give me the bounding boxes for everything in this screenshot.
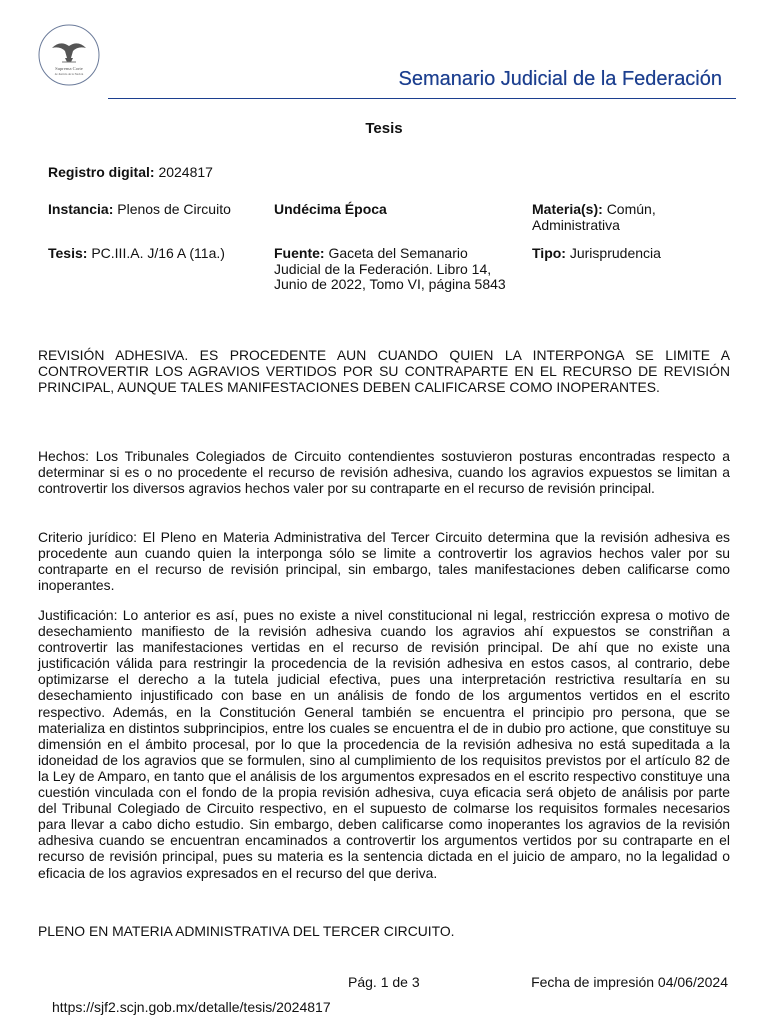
- instancia: [48, 202, 268, 218]
- registro-value: 2024817: [158, 164, 213, 180]
- fuente: [274, 246, 514, 293]
- fuente-value: Gaceta del Semanario Judicial de la Federación. Libro 14, Junio de 2022, Tomo VI, página 5843: [274, 245, 506, 292]
- tipo-value: Jurisprudencia: [569, 245, 661, 261]
- print-date: Fecha de impresión 04/06/2024: [531, 974, 728, 990]
- materia: [532, 202, 712, 233]
- tipo: [532, 246, 732, 262]
- tesis: [48, 246, 268, 262]
- materia-value: Común, Administrativa: [532, 201, 656, 233]
- publication-title: Semanario Judicial de la Federación: [398, 68, 722, 90]
- header-divider: [108, 98, 736, 99]
- scjn-logo: [38, 24, 100, 86]
- tipo-label: Tipo:: [532, 245, 566, 261]
- materia-label: Materia(s):: [532, 201, 603, 217]
- source-url[interactable]: https://sjf2.scjn.gob.mx/detalle/tesis/2024817: [52, 999, 331, 1015]
- svg-text:Suprema Corte: Suprema Corte: [55, 66, 83, 71]
- tesis-value: PC.III.A. J/16 A (11a.): [91, 245, 225, 261]
- tesis-label: Tesis:: [48, 245, 88, 261]
- rubro: REVISIÓN ADHESIVA. ES PROCEDENTE AUN CUANDO QUIEN LA INTERPONGA SE LIMITE A CONTROVERTIR LOS AGRAVIOS VERTIDOS POR SU CONTRAPARTE EN EL RECURSO DE REVISIÓN PRINCIPAL, AUNQUE TALES MANIFESTACIONES DEBEN CALIFICARSE COMO INOPERANTES.: [38, 347, 730, 396]
- epoca: [274, 202, 514, 218]
- fuente-label: Fuente:: [274, 245, 325, 261]
- registro-digital: [48, 165, 213, 181]
- epoca-value: Undécima Época: [274, 201, 387, 217]
- instancia-value: Plenos de Circuito: [117, 201, 231, 217]
- hechos-paragraph: Hechos: Los Tribunales Colegiados de Circuito contendientes sostuvieron posturas encontradas respecto a determinar si es o no procedente el recurso de revisión adhesiva, cuando los agravios expuestos se limitan a controvertir los diversos agravios hechos valer por su contraparte en el recurso de revisión principal.: [38, 448, 730, 497]
- pleno-paragraph: PLENO EN MATERIA ADMINISTRATIVA DEL TERCER CIRCUITO.: [38, 923, 455, 939]
- registro-label: Registro digital:: [48, 164, 155, 180]
- criterio-paragraph: Criterio jurídico: El Pleno en Materia Administrativa del Tercer Circuito determina que la revisión adhesiva es procedente aun cuando quien la interponga sólo se limite a controvertir los agravios hechos valer por su contraparte en el recurso de revisión principal, sin embargo, tales manifestaciones deben calificarse como inoperantes.: [38, 529, 730, 594]
- svg-text:de Justicia de la Nación: de Justicia de la Nación: [54, 72, 84, 76]
- page-title: Tesis: [365, 120, 403, 137]
- justificacion-paragraph: Justificación: Lo anterior es así, pues no existe a nivel constitucional ni legal, restricción expresa o motivo de desechamiento manifiesto de la revisión adhesiva cuando los agravios ahí expuestos se constriñan a controvertir las manifestaciones vertidas en el recurso de revisión principal. De ahí que no existe una justificación válida para restringir la procedencia de la revisión adhesiva en estos casos, al contrario, debe optimizarse el derecho a la tutela judicial efectiva, pues una interpretación restrictiva resultaría en su desechamiento injustificado con base en un análisis de fondo de los argumentos vertidos en el escrito respectivo. Además, en la Constitución General también se encuentra el principio pro persona, que se materializa en distintos subprincipios, entre los cuales se encuentra el de in dubio pro actione, que constituye su dimensión en el ámbito procesal, por lo que la procedencia de la revisión adhesiva no está supeditada a la idoneidad de los agravios que se formulen, sino al cumplimiento de los requisitos previstos por el artículo 82 de la Ley de Amparo, en tanto que el análisis de los argumentos expresados en el escrito respectivo constituye una cuestión vinculada con el fondo de la propia revisión adhesiva, cuya eficacia será objeto de análisis por parte del Tribunal Colegiado de Circuito respectivo, en el supuesto de colmarse los requisitos formales necesarios para llevar a cabo dicho estudio. Sin embargo, deben calificarse como inoperantes los agravios de la revisión adhesiva cuando se encuentran encaminados a controvertir los argumentos vertidos por su contraparte en el recurso de revisión principal, pues su materia es la sentencia dictada en el juicio de amparo, no la legalidad o eficacia de los agravios expresados en el recurso del que deriva.: [38, 607, 730, 881]
- eagle-seal-icon: [38, 24, 100, 86]
- instancia-label: Instancia:: [48, 201, 114, 217]
- page-number: Pág. 1 de 3: [348, 974, 420, 990]
